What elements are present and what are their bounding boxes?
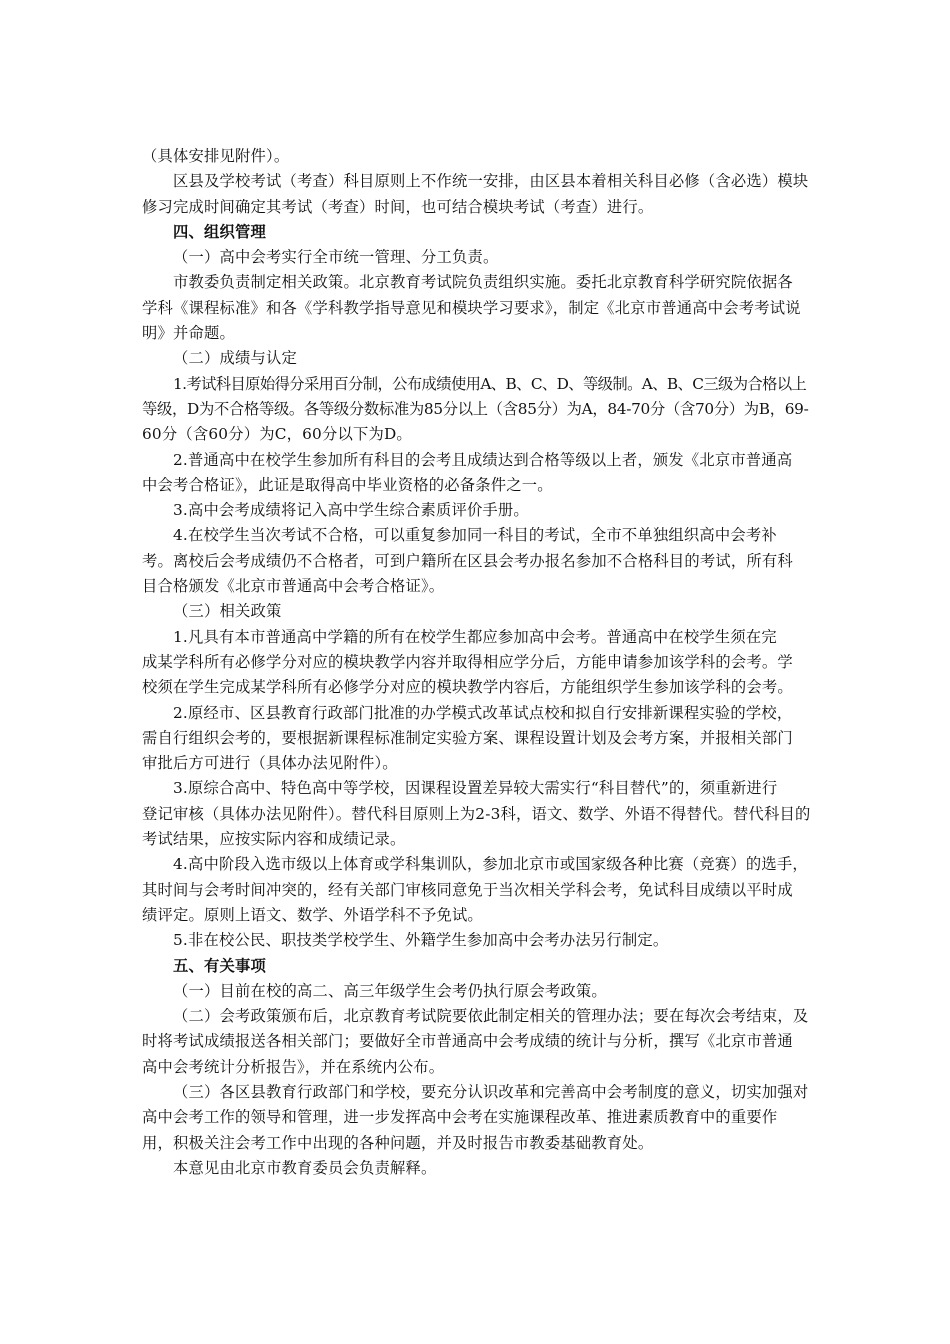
paragraph-line: （二）成绩与认定	[173, 349, 297, 368]
paragraph-line: 需自行组织会考的，要根据新课程标准制定实验方案、课程设置计划及会考方案，并报相关部门	[142, 728, 793, 747]
paragraph-line: 明》并命题。	[142, 324, 235, 343]
paragraph-line: 1.凡具有本市普通高中学籍的所有在校学生都应参加高中会考。普通高中在校学生须在完	[173, 627, 777, 646]
paragraph-line: （二）会考政策颁布后，北京教育考试院要依此制定相关的管理办法；要在每次会考结束，及	[173, 1007, 809, 1026]
paragraph-line: 等级，D为不合格等级。各等级分数标准为85分以上（含85分）为A，84-70分（含70分）为B，69-	[142, 399, 809, 418]
document-page	[142, 144, 810, 1181]
paragraph-line: （三）各区县教育行政部门和学校，要充分认识改革和完善高中会考制度的意义，切实加强对	[173, 1082, 809, 1101]
paragraph-line: 绩评定。原则上语文、数学、外语学科不予免试。	[142, 905, 483, 924]
paragraph-line: 高中会考工作的领导和管理，进一步发挥高中会考在实施课程改革、推进素质教育中的重要作	[142, 1108, 778, 1127]
paragraph-line: 市教委负责制定相关政策。北京教育考试院负责组织实施。委托北京教育科学研究院依据各	[173, 273, 793, 292]
paragraph-line: 学科《课程标准》和各《学科教学指导意见和模块学习要求》，制定《北京市普通高中会考考试说	[142, 298, 801, 317]
paragraph-line: 3.原综合高中、特色高中等学校，因课程设置差异较大需实行“科目替代”的，须重新进行	[173, 779, 778, 798]
paragraph-line: 2.原经市、区县教育行政部门批准的办学模式改革试点校和拟自行安排新课程实验的学校，	[173, 703, 793, 722]
paragraph-line: 目合格颁发《北京市普通高中会考合格证》。	[142, 577, 445, 596]
paragraph-line: 4.在校学生当次考试不合格，可以重复参加同一科目的考试，全市不单独组织高中会考补	[173, 526, 777, 545]
paragraph-line: 登记审核（具体办法见附件）。替代科目原则上为2-3科，语文、数学、外语不得替代。替代科目的	[142, 804, 811, 823]
paragraph-line: 校须在学生完成某学科所有必修学分对应的模块教学内容后，方能组织学生参加该学科的会考。	[142, 678, 793, 697]
paragraph-line: 1.考试科目原始得分采用百分制，公布成绩使用A、B、C、D、等级制。A、B、C三级为合格以上	[173, 374, 807, 393]
paragraph-line: 区县及学校考试（考查）科目原则上不作统一安排，由区县本着相关科目必修（含必选）模块	[173, 172, 809, 191]
paragraph-line: 中会考合格证》，此证是取得高中毕业资格的必备条件之一。	[142, 475, 553, 494]
paragraph-line: （一）目前在校的高二、高三年级学生会考仍执行原会考政策。	[173, 981, 607, 1000]
paragraph-line: 3.高中会考成绩将记入高中学生综合素质评价手册。	[173, 501, 529, 520]
paragraph-line: 高中会考统计分析报告》，并在系统内公布。	[142, 1057, 445, 1076]
section-heading: 五、有关事项	[173, 956, 266, 975]
paragraph-line: （一）高中会考实行全市统一管理、分工负责。	[173, 248, 499, 267]
paragraph-line: 用，积极关注会考工作中出现的各种问题，并及时报告市教委基础教育处。	[142, 1133, 654, 1152]
paragraph-line: 5.非在校公民、职技类学校学生、外籍学生参加高中会考办法另行制定。	[173, 931, 669, 950]
paragraph-line: （具体安排见附件）。	[142, 147, 290, 165]
paragraph-line: 审批后方可进行（具体办法见附件）。	[142, 754, 398, 773]
paragraph-line: 其时间与会考时间冲突的，经有关部门审核同意免于当次相关学科会考，免试科目成绩以平时成	[142, 880, 793, 899]
paragraph-line: 4.高中阶段入选市级以上体育或学科集训队，参加北京市或国家级各种比赛（竞赛）的选手，	[173, 855, 808, 874]
paragraph-line: 60分（含60分）为C，60分以下为D。	[142, 425, 412, 444]
paragraph-line: 本意见由北京市教育委员会负责解释。	[173, 1158, 437, 1177]
paragraph-line: （三）相关政策	[173, 602, 282, 621]
paragraph-line: 修习完成时间确定其考试（考查）时间，也可结合模块考试（考查）进行。	[142, 197, 654, 216]
section-heading: 四、组织管理	[173, 222, 266, 241]
paragraph-line: 成某学科所有必修学分对应的模块教学内容并取得相应学分后，方能申请参加该学科的会考。学	[142, 652, 793, 671]
paragraph-line: 2.普通高中在校学生参加所有科目的会考且成绩达到合格等级以上者，颁发《北京市普通高	[173, 450, 793, 469]
paragraph-line: 考。离校后会考成绩仍不合格者，可到户籍所在区县会考办报名参加不合格科目的考试，所有科	[142, 551, 793, 570]
paragraph-line: 时将考试成绩报送各相关部门；要做好全市普通高中会考成绩的统计与分析，撰写《北京市普通	[142, 1032, 793, 1051]
paragraph-line: 考试结果，应按实际内容和成绩记录。	[142, 830, 406, 849]
